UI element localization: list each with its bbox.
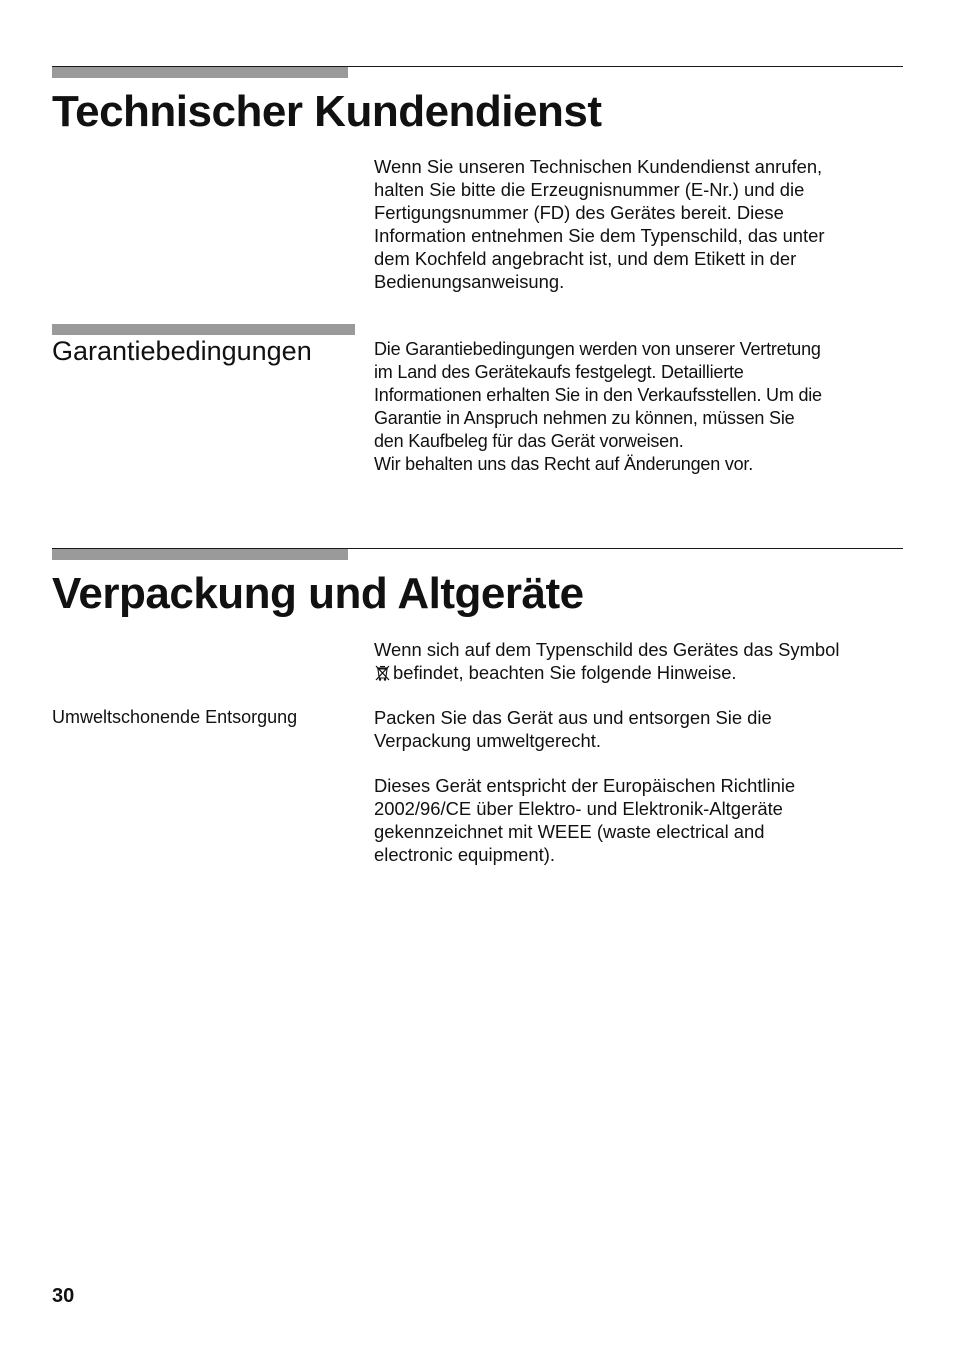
section1-intro — [374, 155, 910, 293]
text-line: den Kaufbeleg für das Gerät vorweisen. — [374, 431, 684, 451]
disposal-label: Umweltschonende Entsorgung — [52, 707, 298, 727]
text-line: Garantie in Anspruch nehmen zu können, müssen Sie — [374, 408, 795, 428]
text-line: Fertigungsnummer (FD) des Gerätes bereit. Diese — [374, 202, 784, 223]
crossed-out-wheelie-bin-icon — [374, 664, 391, 682]
text-line: im Land des Gerätekaufs festgelegt. Detaillierte — [374, 362, 744, 382]
text-line: Wenn Sie unseren Technischen Kundendienst anrufen, — [374, 156, 823, 177]
section2-title: Verpackung und Altgeräte — [52, 569, 584, 618]
text-line: Information entnehmen Sie dem Typenschild, das unter — [374, 225, 825, 246]
disposal-text — [374, 706, 910, 752]
text-fragment: befindet, beachten Sie folgende Hinweise. — [393, 662, 737, 683]
section2-accent-bar — [52, 549, 348, 560]
text-line: Wenn sich auf dem Typenschild des Gerätes das Symbol — [374, 639, 840, 660]
text-line: 2002/96/CE über Elektro- und Elektronik-Altgeräte — [374, 798, 783, 819]
weee-text — [374, 774, 910, 866]
section1-accent-bar — [52, 67, 348, 78]
guarantee-accent-bar — [52, 324, 355, 335]
text-line: Wir behalten uns das Recht auf Änderungen vor. — [374, 454, 754, 474]
section2-intro — [374, 638, 910, 684]
text-line: Die Garantiebedingungen werden von unserer Vertretung — [374, 339, 821, 359]
text-line: Bedienungsanweisung. — [374, 271, 565, 292]
text-line: Informationen erhalten Sie in den Verkaufsstellen. Um die — [374, 385, 822, 405]
guarantee-text — [374, 338, 910, 476]
guarantee-title: Garantiebedingungen — [52, 336, 312, 366]
text-line: Dieses Gerät entspricht der Europäischen Richtlinie — [374, 775, 796, 796]
text-line: gekennzeichnet mit WEEE (waste electrical and — [374, 821, 765, 842]
page-number: 30 — [52, 1285, 75, 1307]
text-line: Verpackung umweltgerecht. — [374, 730, 601, 751]
text-line — [374, 661, 910, 684]
section1-title: Technischer Kundendienst — [52, 87, 602, 136]
text-line: Packen Sie das Gerät aus und entsorgen Sie die — [374, 707, 772, 728]
text-line: dem Kochfeld angebracht ist, und dem Etikett in der — [374, 248, 797, 269]
text-line: halten Sie bitte die Erzeugnisnummer (E-Nr.) und die — [374, 179, 805, 200]
text-line: electronic equipment). — [374, 844, 555, 865]
